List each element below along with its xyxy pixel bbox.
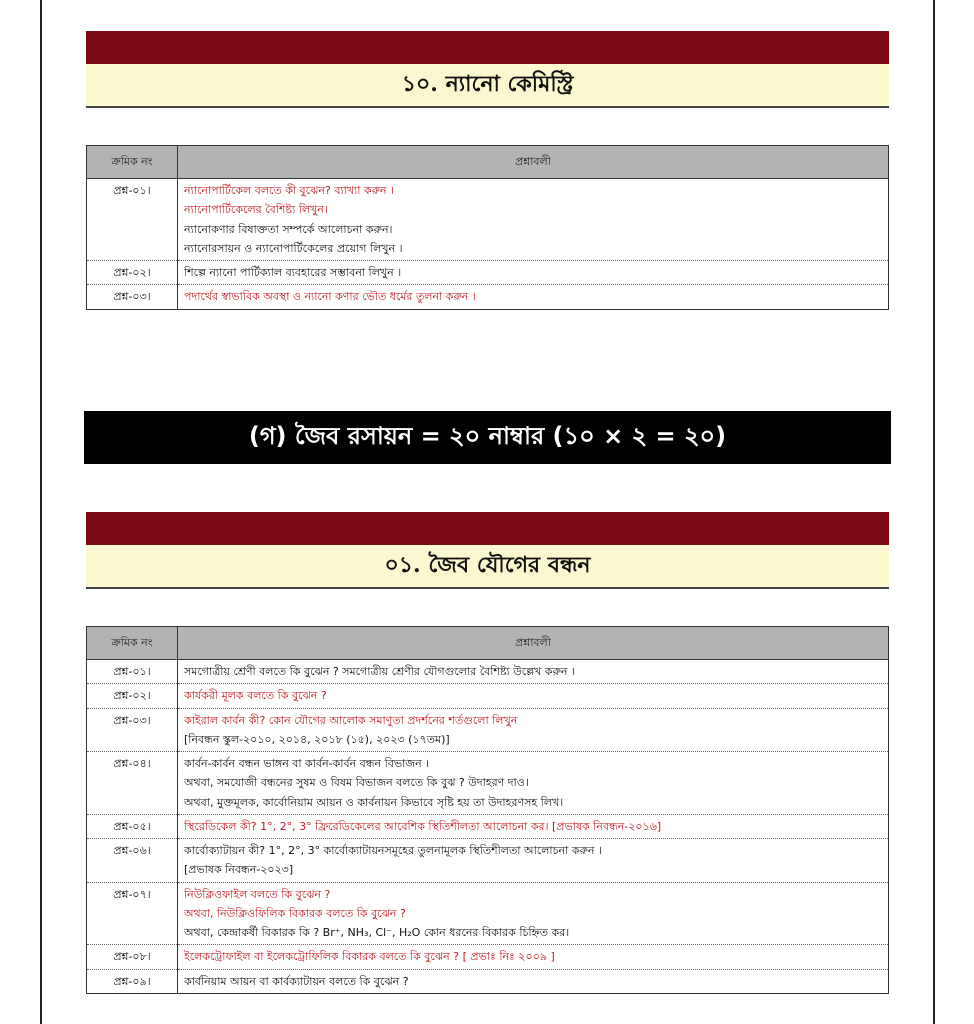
question-number: প্রশ্ন-০২। xyxy=(87,684,178,708)
question-line: শিল্পে ন্যানো পার্টিক্যাল ব্যবহারের সম্ভাবনা লিখুন । xyxy=(184,266,402,279)
question-cell xyxy=(178,708,889,752)
question-line: অথবা, সমযোজী বন্ধনের সুষম ও বিষম বিভাজন বলতে কি বুঝ ? উদাহরণ দাও। xyxy=(184,776,529,790)
question-cell xyxy=(178,179,889,261)
question-line: কার্বনিয়াম আয়ন বা কার্বক্যাটায়ন বলতে কি বুঝেন ? xyxy=(184,974,409,988)
question-line: ন্যানোরসায়ন ও ন্যানোপার্টিকেলের প্রয়োগ লিখুন । xyxy=(184,241,403,255)
table-row xyxy=(87,752,889,815)
question-cell xyxy=(178,261,889,285)
question-line: ন্যানোকণার বিষাক্ততা সম্পর্কে আলোচনা করুন। xyxy=(184,222,393,236)
question-cell xyxy=(178,882,889,945)
part-heading: (গ) জৈব রসায়ন = ২০ নাম্বার (১০ × ২ = ২০) xyxy=(84,411,891,464)
question-line: ন্যানোপার্টিকেলের বৈশিষ্ট্য লিখুন। xyxy=(184,203,328,217)
question-cell xyxy=(178,285,889,309)
question-table-organic-bond xyxy=(86,626,889,994)
table-row xyxy=(87,660,889,684)
table-row xyxy=(87,708,889,752)
question-number: প্রশ্ন-০৫। xyxy=(87,814,178,838)
question-number: প্রশ্ন-০৯। xyxy=(87,969,178,993)
table-row xyxy=(87,285,889,309)
question-cell xyxy=(178,814,889,838)
banner-bar xyxy=(86,512,889,545)
column-header-serial: ক্রমিক নং xyxy=(87,627,178,660)
question-line: কাইরাল কার্বন কী? কোন যৌগের আলোক সমাণুতা প্রদর্শনের শর্তগুলো লিখুন xyxy=(184,713,518,727)
table-body xyxy=(87,660,889,994)
table-row xyxy=(87,882,889,945)
table-row xyxy=(87,839,889,883)
table-body xyxy=(87,179,889,310)
table-row xyxy=(87,261,889,285)
question-number: প্রশ্ন-০৬। xyxy=(87,839,178,883)
column-header-questions: প্রশ্নাবলী xyxy=(178,627,889,660)
question-cell xyxy=(178,660,889,684)
question-line: নিউক্লিওফাইল বলতে কি বুঝেন ? xyxy=(184,887,331,901)
question-cell xyxy=(178,839,889,883)
question-number: প্রশ্ন-০১। xyxy=(87,179,178,261)
section-title: ১০. ন্যানো কেমিস্ট্রি xyxy=(86,64,889,108)
table-row xyxy=(87,969,889,993)
question-line: অথবা, নিউক্লিওফিলিক বিকারক বলতে কি বুঝেন ? xyxy=(184,906,406,920)
question-line: কার্বন-কার্বন বন্ধন ভাঙ্গন বা কার্বন-কার্বন বন্ধন বিভাজন । xyxy=(184,757,430,770)
question-line: ন্যানোপার্টিকেল বলতে কী বুঝেন? ব্যাখ্যা করুন । xyxy=(184,184,395,197)
question-line: স্থিরেডিকেল কী? 1°, 2°, 3° ফ্রিরেডিকেলের আবেশিক স্থিতিশীলতা আলোচনা কর। [প্রভাষক নিবন্ধন-২০১৬] xyxy=(184,819,662,833)
section-banner-organic-bond xyxy=(86,512,889,589)
question-line: অথবা, মুক্তমূলক, কার্বোনিয়াম আয়ন ও কার্বনায়ন কিভাবে সৃষ্টি হয় তা উদাহরণসহ লিখ। xyxy=(184,795,564,809)
question-number: প্রশ্ন-০৭। xyxy=(87,882,178,945)
question-number: প্রশ্ন-০২। xyxy=(87,261,178,285)
section-title: ০১. জৈব যৌগের বন্ধন xyxy=(86,545,889,589)
question-number: প্রশ্ন-০৪। xyxy=(87,752,178,815)
question-number: প্রশ্ন-০৮। xyxy=(87,945,178,969)
question-line: কার্বোক্যাটায়ন কী? 1°, 2°, 3° কার্বোক্যাটায়নসমূহের তুলনামূলক স্থিতিশীলতা আলোচনা করুন । xyxy=(184,844,602,857)
question-cell xyxy=(178,969,889,993)
column-header-serial: ক্রমিক নং xyxy=(87,146,178,179)
question-line: ইলেকট্রোফাইল বা ইলেকট্রোফিলিক বিকারক বলতে কি বুঝেন ? [ প্রভাঃ নিঃ ২০০৯ ] xyxy=(184,950,555,964)
question-table-nano xyxy=(86,145,889,310)
question-cell xyxy=(178,752,889,815)
question-line: সমগোত্রীয় শ্রেণী বলতে কি বুঝেন ? সমগোত্রীয় শ্রেণীর যৌগগুলোর বৈশিষ্ট্য উল্লেখ করুন । xyxy=(184,665,575,678)
question-number: প্রশ্ন-০৩। xyxy=(87,285,178,309)
question-line: [প্রভাষক নিবন্ধন-২০২৩] xyxy=(184,863,294,877)
question-cell xyxy=(178,945,889,969)
question-line: কার্যকরী মূলক বলতে কি বুঝেন ? xyxy=(184,689,327,703)
question-line: অথবা, কেন্দ্রাকর্ষী বিকারক কি ? Br⁺, NH₃, Cl⁻, H₂O কোন ধরনের বিকারক চিহ্নিত কর। xyxy=(184,926,570,939)
banner-bar xyxy=(86,31,889,64)
table-row xyxy=(87,945,889,969)
table-row xyxy=(87,684,889,708)
section-banner-nano xyxy=(86,31,889,108)
question-line: [নিবন্ধন স্কুল-২০১০, ২০১৪, ২০১৮ (১৫), ২০২৩ (১৭তম)] xyxy=(184,732,450,746)
question-number: প্রশ্ন-০৩। xyxy=(87,708,178,752)
question-cell xyxy=(178,684,889,708)
column-header-questions: প্রশ্নাবলী xyxy=(178,146,889,179)
question-number: প্রশ্ন-০১। xyxy=(87,660,178,684)
table-row xyxy=(87,814,889,838)
table-row xyxy=(87,179,889,261)
question-line: পদার্থের স্বাভাবিক অবস্থা ও ন্যানো কণার ভৌত ধর্মের তুলনা করুন । xyxy=(184,290,476,304)
